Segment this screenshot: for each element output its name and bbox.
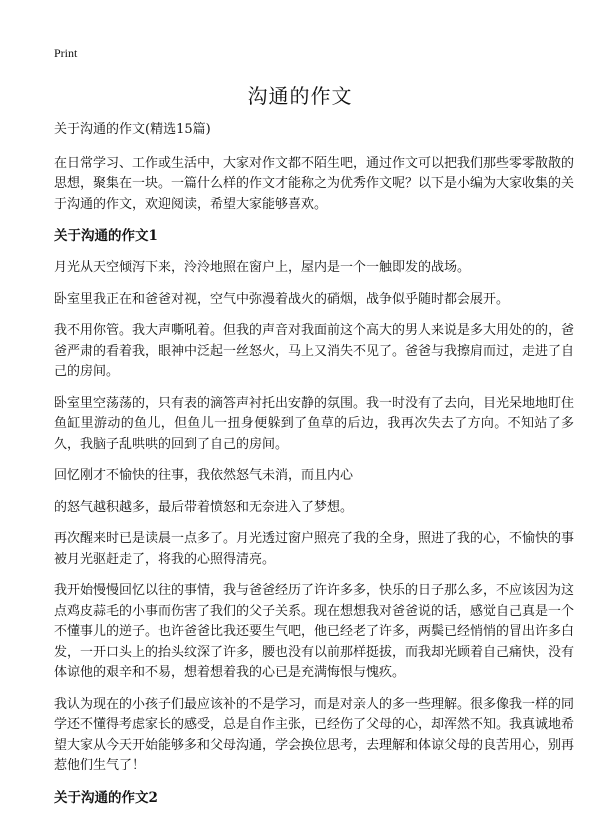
paragraph: 卧室里空荡荡的，只有表的滴答声衬托出安静的氛围。我一时没有了去向，目光呆地地盯住鱼缸里游动的鱼儿，但鱼儿一扭身便躲到了鱼草的后边，我再次失去了方向。不知站了多久，我脑子乱哄哄的回到了自己的房间。 <box>54 395 575 452</box>
section-heading: 关于沟通的作文1 <box>54 228 158 244</box>
paragraph: 我认为现在的小孩子们最应该补的不是学习，而是对亲人的多一些理解。很多像我一样的同学还不懂得考虑家长的感受，总是自作主张，已经伤了父母的心，却浑然不知。我真诚地希望大家从今天开始能够多和父母沟通，学会换位思考，去理解和体谅父母的良苦用心，别再惹他们生气了！ <box>54 696 575 773</box>
paragraph: 月光从天空倾泻下来，泠泠地照在窗户上，屋内是一个一触即发的战场。 <box>54 260 471 275</box>
intro-paragraph: 在日常学习、工作或生活中，大家对作文都不陌生吧，通过作文可以把我们那些零零散散的思想，聚集在一块。一篇什么样的作文才能称之为优秀作文呢？以下是小编为大家收集的关于沟通的作文，欢迎阅读，希望大家能够喜欢。 <box>54 155 575 212</box>
print-link[interactable]: Print <box>54 46 78 60</box>
paragraph: 再次醒来时已是读晨一点多了。月光透过窗户照亮了我的全身，照进了我的心，不愉快的事被月光驱赶走了，将我的心照得清亮。 <box>54 531 575 567</box>
article-body <box>54 120 574 820</box>
paragraph: 回忆刚才不愉快的往事，我依然怒气未消，而且内心 <box>54 468 354 483</box>
paragraph: 卧室里我正在和爸爸对视，空气中弥漫着战火的硝烟，战争似乎随时都会展开。 <box>54 291 510 307</box>
paragraph: 我不用你管。我大声嘶吼着。但我的声音对我面前这个高大的男人来说是多大用处的的，爸爸严肃的看着我，眼神中泛起一丝怒火，马上又消失不见了。爸爸与我擦肩而过，走进了自己的房间。 <box>54 323 575 379</box>
article-subtitle: 关于沟通的作文(精选15篇) <box>54 122 211 137</box>
page-title: 沟通的作文 <box>247 84 353 108</box>
section-heading: 关于沟通的作文2 <box>54 789 158 806</box>
paragraph: 的怒气越积越多，最后带着愤怒和无奈进入了梦想。 <box>54 499 354 515</box>
paragraph: 我开始慢慢回忆以往的事情，我与爸爸经历了许许多多，快乐的日子那么多，不应该因为这点鸡皮蒜毛的小事而伤害了我们的父子关系。现在想想我对爸爸说的话，感觉自己真是一个不懂事儿的逆子。也许爸爸比我还要生气吧，他已经老了许多，两鬓已经悄悄的冒出许多白发，一开口头上的抬头纹深了许多，腰也没有以前那样挺拔，而我却光顾着自己痛快，没有体谅他的艰辛和不易，想着想着我的心已是充满悔恨与愧疚。 <box>54 583 575 680</box>
